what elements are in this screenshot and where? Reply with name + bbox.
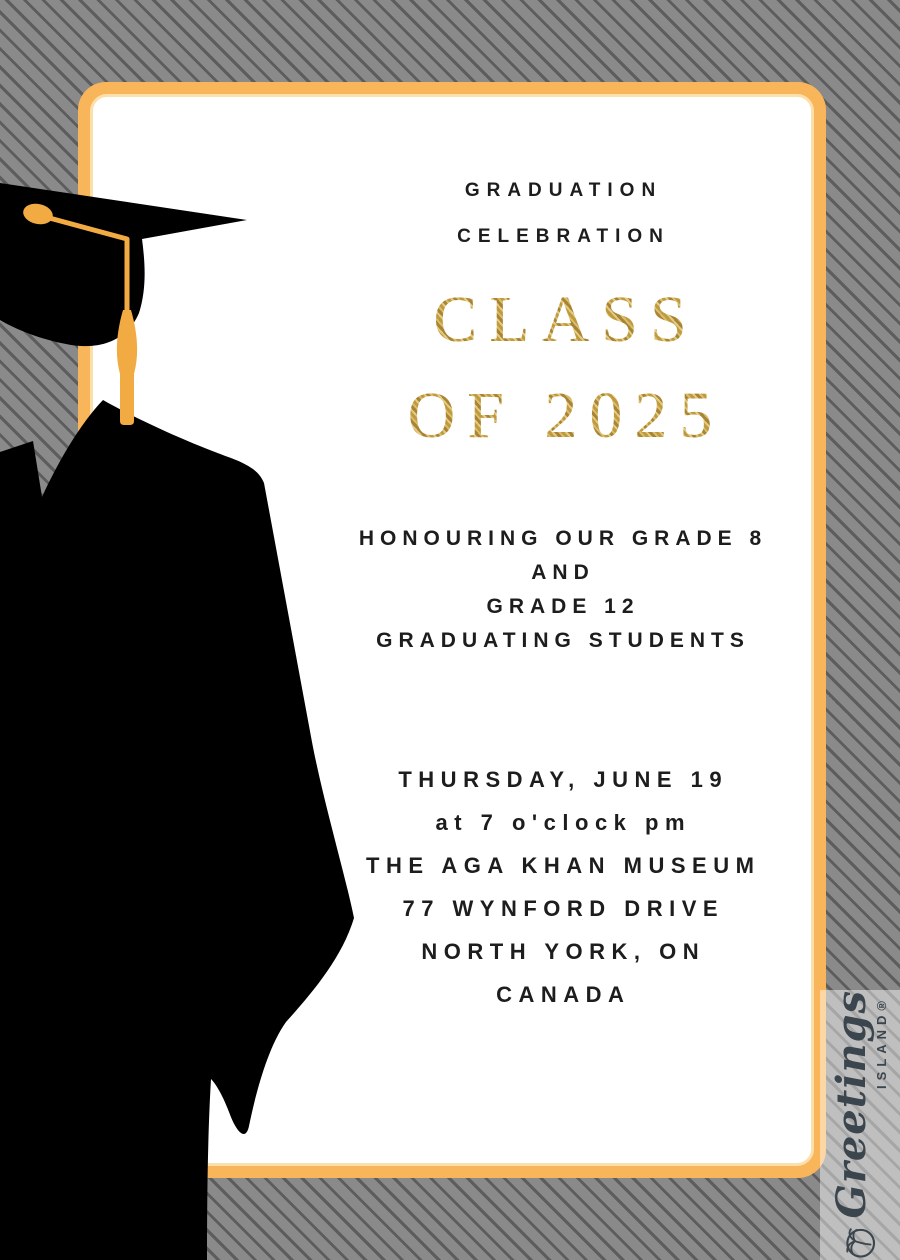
event-address: 77 WYNFORD DRIVE <box>402 896 725 921</box>
watermark-brand-script: Greetings <box>827 990 875 1219</box>
honouring-line: GRADUATING STUDENTS <box>376 629 750 652</box>
eyebrow-line-1: GRADUATION <box>464 180 663 201</box>
event-city: NORTH YORK, ON <box>421 939 706 964</box>
event-date: THURSDAY, JUNE 19 <box>398 767 729 792</box>
honouring-line: HONOURING OUR GRADE 8 <box>358 527 768 550</box>
watermark-overlay <box>820 990 900 1260</box>
watermark-logo <box>820 990 900 1260</box>
honouring-line: GRADE 12 <box>486 595 640 618</box>
event-venue: THE AGA KHAN MUSEUM <box>366 853 761 878</box>
honouring-line: AND <box>531 561 595 584</box>
tassel-icon <box>117 310 137 425</box>
event-details-block <box>300 758 820 1016</box>
event-time: at 7 o'clock pm <box>435 810 692 835</box>
honouring-block <box>300 522 820 658</box>
watermark-brand-caps: ISLAND® <box>873 996 889 1089</box>
watermark-text <box>827 990 889 1219</box>
event-country: CANADA <box>496 982 631 1007</box>
eyebrow-line-2: CELEBRATION <box>457 226 670 247</box>
palm-tree-circle-icon <box>836 1226 884 1260</box>
title-line-1: CLASS <box>300 287 820 353</box>
title-line-2: OF 2025 <box>300 383 820 449</box>
